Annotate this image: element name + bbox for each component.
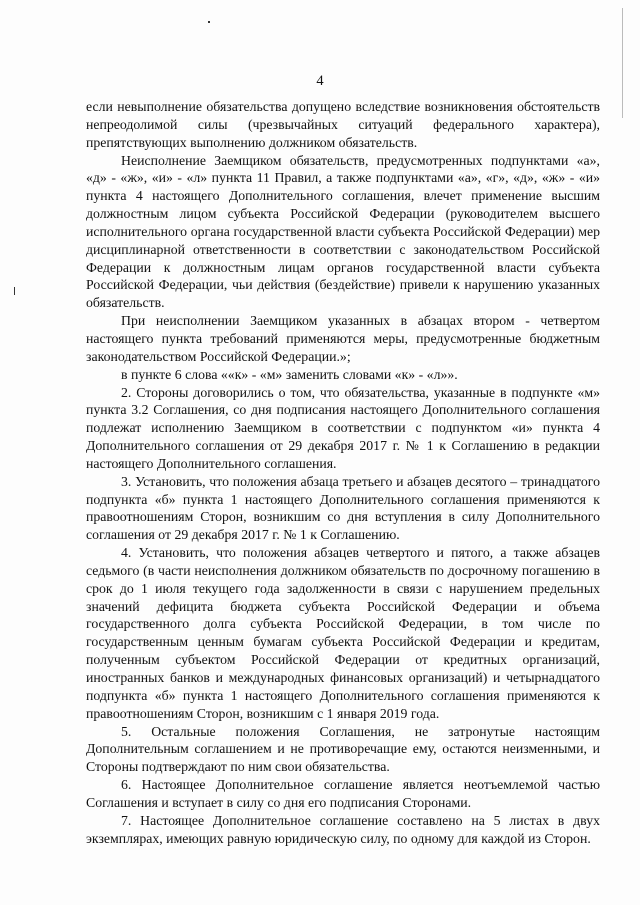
paragraph: в пункте 6 слова ««к» - «м» заменить словами «к» - «л»». — [121, 366, 458, 382]
paragraph: если невыполнение обязательства допущено вследствие возникновения обстоятельств непреодолимой силы (чрезвычайных ситуаций федерального характера), препятствующих выполнению должником обязательств. — [86, 99, 600, 150]
scan-edge-shadow — [622, 8, 623, 118]
page-number: 4 — [316, 73, 324, 89]
scan-speck — [208, 21, 210, 23]
paragraph: 5. Остальные положения Соглашения, не затронутые настоящим Дополнительным соглашением и не противоречащие ему, остаются неизменными, и Стороны подтверждают по ним свои обязательства. — [86, 723, 600, 775]
paragraph: 2. Стороны договорились о том, что обязательства, указанные в подпункте «м» пункта 3.2 Соглашения, со дня подписания настоящего Дополнительного соглашения подлежат исполнению Заемщиком в соответствии с подпунктом «и» пункта 4 Дополнительного соглашения от 29 декабря 2017 г. № 1 к Соглашению в редакции настоящего Дополнительного соглашения. — [86, 384, 600, 471]
paragraph: При неисполнении Заемщиком указанных в абзацах втором - четвертом настоящего пункта требований применяются меры, предусмотренные бюджетным законодательством Российской Федерации.»; — [86, 313, 600, 364]
paragraph: 4. Установить, что положения абзацев четвертого и пятого, а также абзацев седьмого (в части неисполнения должником обязательств по досрочному погашению в срок до 1 июля текущего года задолженности в связи с нарушением предельных значений дефицита бюджета субъекта Российской Федерации и объема государственного долга субъекта Российской Федерации, в том числе по государственным ценным бумагам субъекта Российской Федерации и кредитам, полученным субъектом Российской Федерации от кредитных организаций, иностранных банков и международных финансовых организаций) и четырнадцатого подпункта «б» пункта 1 настоящего Дополнительного соглашения применяются к правоотношениям Сторон, возникшим с 1 января 2019 года. — [86, 545, 600, 721]
paragraph: 6. Настоящее Дополнительное соглашение является неотъемлемой частью Соглашения и вступает в силу со дня его подписания Сторонами. — [86, 777, 600, 810]
paragraph: Неисполнение Заемщиком обязательств, предусмотренных подпунктами «а», «д» - «ж», «и» - «л» пункта 11 Правил, а также подпунктами «а», «г», «д», «ж» - «и» пункта 4 настоящего Дополнительного соглашения, влечет применение высшим должностным лицом субъекта Российской Федерации (руководителем высшего исполнительного органа государственной власти субъекта Российской Федерации) мер дисциплинарной ответственности в соответствии с законодательством Российской Федерации к должностным лицам органов государственной власти субъекта Российской Федерации, чьи действия (бездействие) привели к нарушению указанных обязательств. — [86, 152, 600, 311]
paragraph: 3. Установить, что положения абзаца третьего и абзацев десятого – тринадцатого подпункта «б» пункта 1 настоящего Дополнительного соглашения применяются к правоотношениям Сторон, возникшим со дня вступления в силу Дополнительного соглашения от 29 декабря 2017 г. № 1 к Соглашению. — [86, 473, 600, 543]
scan-speck — [14, 287, 15, 295]
paragraph: 7. Настоящее Дополнительное соглашение составлено на 5 листах в двух экземплярах, имеющих равную юридическую силу, по одному для каждой из Сторон. — [86, 812, 600, 846]
document-body — [86, 98, 600, 847]
